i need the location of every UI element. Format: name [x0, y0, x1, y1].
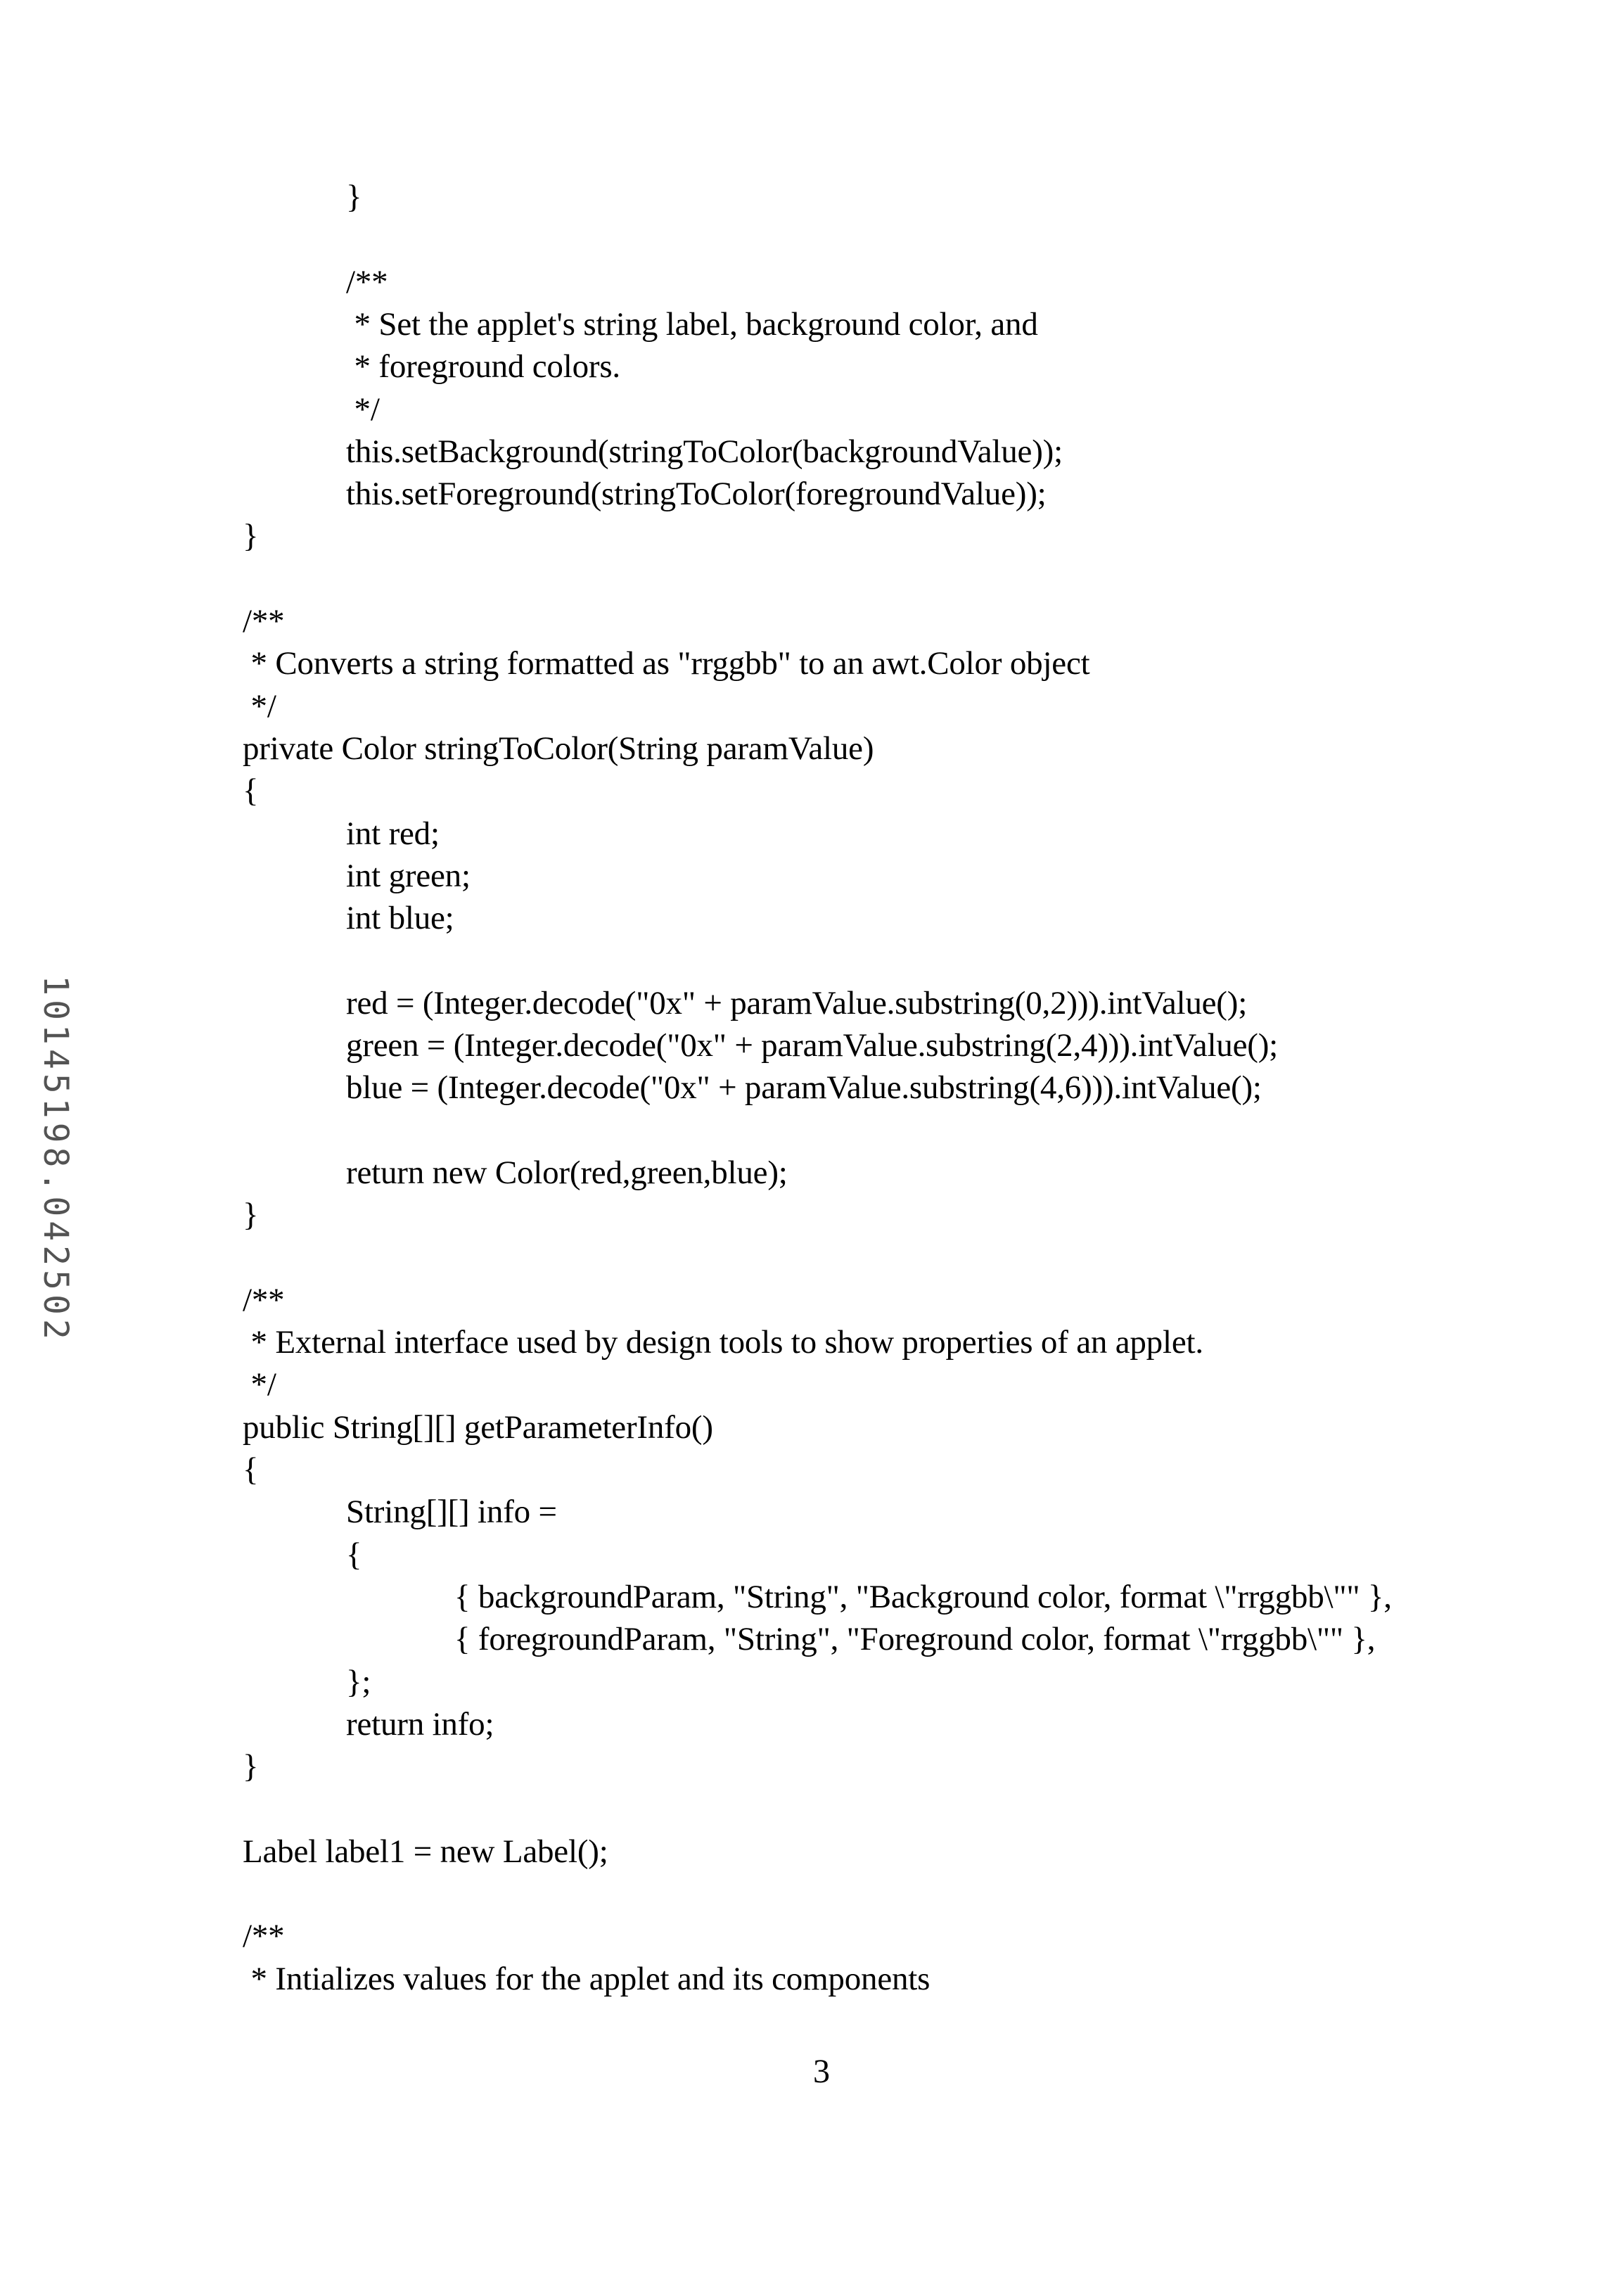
code-line: int red; — [346, 815, 440, 852]
code-comment-line: * foreground colors. — [346, 348, 620, 386]
code-line: { backgroundParam, "String", "Background color, format \"rrggbb\"" }, — [454, 1578, 1392, 1615]
code-line: { — [243, 772, 259, 810]
code-comment-line: /** — [243, 1281, 285, 1318]
code-comment-line: */ — [243, 687, 276, 725]
code-line: Label label1 = new Label(); — [243, 1833, 608, 1870]
page-number: 3 — [813, 2053, 830, 2090]
code-line: blue = (Integer.decode("0x" + paramValue.substring(4,6))).intValue(); — [346, 1069, 1262, 1107]
code-comment-line: * Intializes values for the applet and its components — [243, 1960, 931, 1997]
code-comment-line: /** — [346, 263, 388, 300]
method-signature: private Color stringToColor(String paramValue) — [243, 730, 874, 767]
code-line: { — [346, 1536, 362, 1573]
code-comment-line: /** — [243, 603, 285, 639]
side-stamp — [36, 883, 75, 1435]
code-comment-line: */ — [346, 390, 380, 428]
code-line: red = (Integer.decode("0x" + paramValue.substring(0,2))).intValue(); — [346, 984, 1248, 1021]
code-line: int blue; — [346, 900, 454, 937]
code-line: } — [243, 1197, 259, 1234]
code-line: return info; — [346, 1705, 494, 1743]
code-line: this.setBackground(stringToColor(backgroundValue)); — [346, 433, 1063, 470]
code-line: } — [346, 179, 362, 215]
code-line: String[][] info = — [346, 1494, 557, 1531]
code-comment-line: /** — [243, 1918, 285, 1955]
code-comment-line: */ — [243, 1366, 276, 1403]
code-comment-line: * Converts a string formatted as "rrggbb" to an awt.Color object — [243, 645, 1090, 682]
code-comment-line: * External interface used by design tools to show properties of an applet. — [243, 1324, 1203, 1361]
code-line: this.setForeground(stringToColor(foregroundValue)); — [346, 476, 1047, 513]
code-line: int green; — [346, 857, 471, 894]
code-comment-line: * Set the applet's string label, background color, and — [346, 305, 1038, 343]
code-line: green = (Integer.decode("0x" + paramValue.substring(2,4))).intValue(); — [346, 1027, 1279, 1064]
code-line: } — [243, 518, 259, 555]
code-line: } — [243, 1748, 259, 1785]
method-signature: public String[][] getParameterInfo() — [243, 1408, 713, 1446]
code-line: { foregroundParam, "String", "Foreground color, format \"rrggbb\"" }, — [454, 1621, 1376, 1658]
code-line: { — [243, 1451, 259, 1488]
code-line: return new Color(red,green,blue); — [346, 1154, 788, 1191]
code-line: }; — [346, 1663, 371, 1700]
side-stamp-text: 10145198.042502 — [36, 974, 75, 1344]
